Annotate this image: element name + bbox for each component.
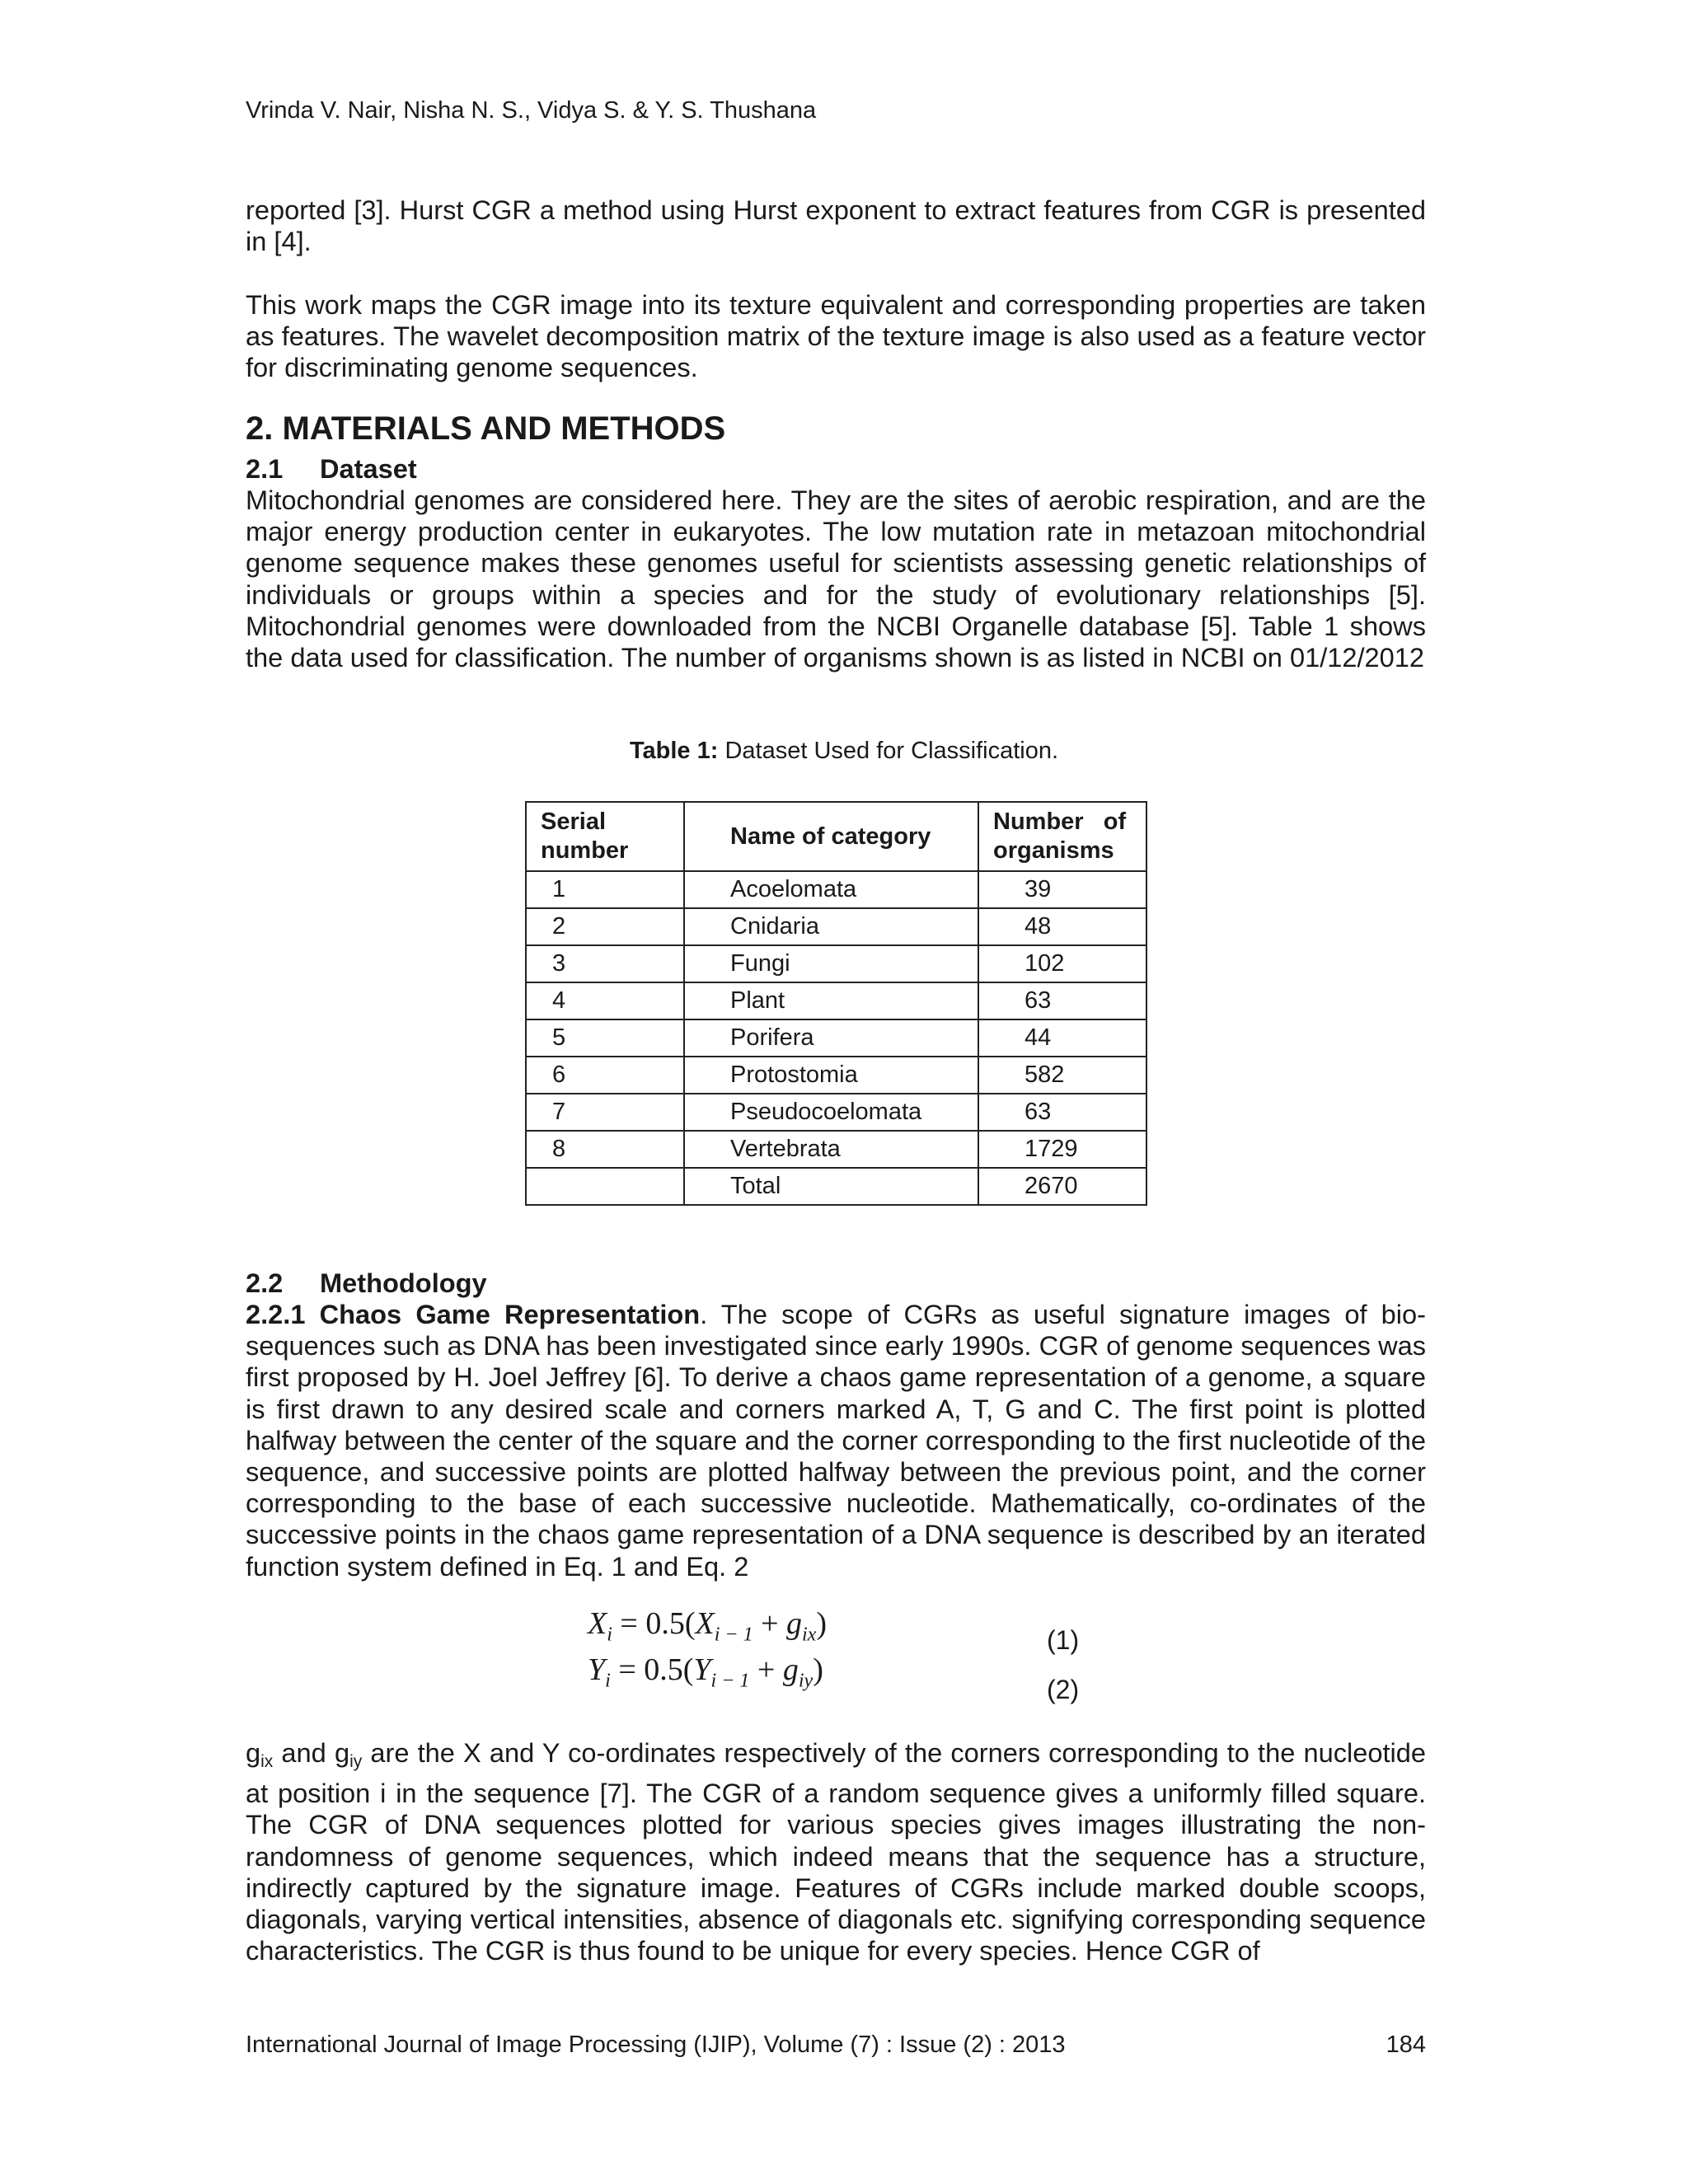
paragraph-text: This work maps the CGR image into its texture equivalent and corresponding properties are taken as features. The wavelet decomposition matrix of the texture image is also used as a feature vector for discriminating genome sequences. — [246, 289, 1426, 383]
table-row — [526, 1019, 1146, 1057]
table-row — [526, 871, 1146, 908]
symbol-g: g — [334, 1737, 350, 1768]
cell-serial: 4 — [526, 982, 684, 1019]
cell-category: Total — [684, 1168, 978, 1205]
table-row — [526, 908, 1146, 945]
table-row — [526, 1057, 1146, 1094]
equation-2-number: (2) — [1047, 1675, 1080, 1704]
dataset-table — [525, 801, 1147, 1206]
subsection-title: Dataset — [320, 453, 417, 484]
subsection-heading — [246, 1268, 487, 1299]
page-footer — [246, 2032, 1426, 2059]
paragraph — [246, 485, 1426, 673]
journal-name: International Journal of Image Processing (IJIP), Volume (7) : Issue (2) : 2013 — [246, 2032, 1066, 2058]
paragraph — [246, 1737, 1426, 1966]
table-row — [526, 1131, 1146, 1168]
equation-1-number: (1) — [1047, 1625, 1080, 1655]
cell-count: 1729 — [978, 1131, 1146, 1168]
paragraph — [246, 194, 1426, 257]
cell-category: Fungi — [684, 945, 978, 982]
cell-category: Porifera — [684, 1019, 978, 1057]
paragraph-text: are the X and Y co-ordinates respectively of the corners corresponding to the nucleotide at position i in the sequence [7]. The CGR of a random sequence gives a uniformly filled square. The CGR of DNA sequences plotted for various species gives images illustrating the non-randomness of genome sequences, which indeed means that the sequence has a structure, indirectly captured by the signature image. Features of CGRs include marked double scoops, diagonals, varying vertical intensities, absence of diagonals etc. signifying corresponding sequence characteristics. The CGR is thus found to be unique for every species. Hence CGR of — [246, 1737, 1426, 1966]
cell-count: 102 — [978, 945, 1146, 982]
header-organisms: Number of organisms — [978, 802, 1146, 871]
cell-serial: 1 — [526, 871, 684, 908]
subsection-number: 2.2 — [246, 1268, 284, 1298]
symbol-subscript: ix — [260, 1752, 274, 1771]
subsection-number: 2.1 — [246, 453, 284, 484]
table-caption-label: Table 1: — [629, 738, 719, 764]
header-category: Name of category — [684, 802, 978, 871]
cell-count: 39 — [978, 871, 1146, 908]
cell-serial: 8 — [526, 1131, 684, 1168]
cell-count: 582 — [978, 1057, 1146, 1094]
paragraph-text: reported [3]. Hurst CGR a method using Hurst exponent to extract features from CGR is presented in [4]. — [246, 194, 1426, 257]
conjunction: and — [273, 1737, 335, 1768]
cell-serial: 7 — [526, 1094, 684, 1131]
cell-serial: 2 — [526, 908, 684, 945]
cell-serial: 5 — [526, 1019, 684, 1057]
cell-category: Protostomia — [684, 1057, 978, 1094]
table-row-total — [526, 1168, 1146, 1205]
subsection-title: Methodology — [320, 1268, 487, 1298]
table-caption — [0, 738, 1688, 765]
cell-serial — [526, 1168, 684, 1205]
paragraph-text: . The scope of CGRs as useful signature images of bio-sequences such as DNA has been investigated since early 1990s. CGR of genome sequences was first proposed by H. Joel Jeffrey [6]. To derive a chaos game representation of a genome, a square is first drawn to any desired scale and corners marked A, T, G and C. The first point is plotted halfway between the center of the square and the corner corresponding to the first nucleotide of the sequence, and successive points are plotted halfway between the previous point, and the corner corresponding to the base of each successive nucleotide. Mathematically, co-ordinates of the successive points in the chaos game representation of a DNA sequence is described by an iterated function system defined in Eq. 1 and Eq. 2 — [246, 1299, 1426, 1582]
cell-serial: 6 — [526, 1057, 684, 1094]
subsection-heading — [246, 453, 417, 485]
cell-count: 63 — [978, 982, 1146, 1019]
paragraph — [246, 1299, 1426, 1582]
cell-count: 48 — [978, 908, 1146, 945]
symbol-g: g — [246, 1737, 261, 1768]
cell-category: Cnidaria — [684, 908, 978, 945]
cell-count: 63 — [978, 1094, 1146, 1131]
running-head: Vrinda V. Nair, Nisha N. S., Vidya S. & Y. S. Thushana — [246, 97, 817, 124]
equation-2: $Y_i = 0.5(Y_{i - 1} + g_{iy})$ — [588, 1652, 823, 1692]
table-caption-text: Dataset Used for Classification. — [718, 738, 1059, 764]
equation-1: $X_i = 0.5(X_{i - 1} + g_{ix})$ — [588, 1606, 827, 1646]
section-heading: 2. MATERIALS AND METHODS — [246, 410, 726, 447]
table-row — [526, 945, 1146, 982]
page-number: 184 — [1386, 2032, 1426, 2058]
header-serial-number: Serial number — [526, 802, 684, 871]
cell-count: 2670 — [978, 1168, 1146, 1205]
cell-count: 44 — [978, 1019, 1146, 1057]
cell-serial: 3 — [526, 945, 684, 982]
paragraph — [246, 289, 1426, 384]
table-row — [526, 1094, 1146, 1131]
table-row — [526, 982, 1146, 1019]
table-header-row — [526, 802, 1146, 871]
symbol-subscript: iy — [349, 1752, 363, 1771]
cell-category: Pseudocoelomata — [684, 1094, 978, 1131]
cell-category: Vertebrata — [684, 1131, 978, 1168]
subsubsection-title: 2.2.1 Chaos Game Representation — [246, 1299, 701, 1329]
cell-category: Acoelomata — [684, 871, 978, 908]
paragraph-text: Mitochondrial genomes are considered here. They are the sites of aerobic respiration, and are the major energy production center in eukaryotes. The low mutation rate in metazoan mitochondrial genome sequence makes these genomes useful for scientists assessing genetic relationships of individuals or groups within a species and for the study of evolutionary relationships [5]. Mitochondrial genomes were downloaded from the NCBI Organelle database [5]. Table 1 shows the data used for classification. The number of organisms shown is as listed in NCBI on 01/12/2012 — [246, 485, 1426, 673]
cell-category: Plant — [684, 982, 978, 1019]
